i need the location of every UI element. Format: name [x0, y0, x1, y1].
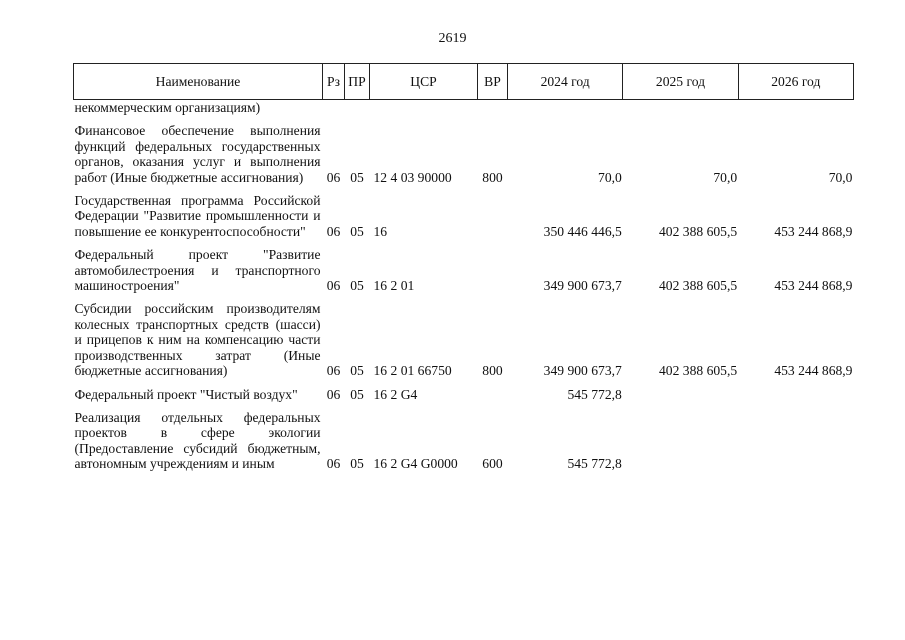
table-row — [74, 402, 854, 472]
row-2024: 349 900 673,7 — [543, 278, 622, 294]
row-vr: 800 — [482, 169, 503, 185]
row-pr: 05 — [350, 456, 364, 472]
row-rz: 06 — [326, 363, 341, 379]
header-2026: 2026 год — [738, 64, 853, 100]
row-vr — [478, 379, 508, 402]
row-rz: 06 — [326, 278, 341, 294]
table-row — [74, 379, 854, 402]
row-pr: 05 — [350, 386, 364, 402]
row-vr — [478, 185, 508, 239]
row-pr: 05 — [350, 363, 364, 379]
header-2025: 2025 год — [623, 64, 738, 100]
row-2024: 545 772,8 — [567, 386, 622, 402]
row-name: Финансовое обеспечение выполнения функций федеральных государственных органов, оказания услуг и выполнения работ (Иные бюджетные ассигнования) — [74, 123, 321, 185]
page-number: 2619 — [438, 31, 467, 46]
row-2025: 402 388 605,5 — [658, 278, 738, 294]
header-vr: ВР — [478, 64, 508, 100]
row-2026 — [738, 402, 853, 472]
row-name: Субсидии российским производителям колесных транспортных средств (шасси) и прицепов к ним на компенсацию части производственных затрат (Иные бюджетные ассигнования) — [74, 301, 321, 379]
budget-table — [73, 63, 854, 472]
header-2024: 2024 год — [508, 64, 623, 100]
row-2024: 349 900 673,7 — [543, 363, 622, 379]
header-name: Наименование — [74, 64, 323, 100]
row-vr — [478, 239, 508, 293]
table-row — [74, 239, 854, 293]
row-vr: 800 — [482, 363, 503, 379]
row-2025 — [623, 379, 738, 402]
row-csr: 16 2 01 66750 — [373, 363, 452, 379]
row-csr: 16 2 G4 — [373, 386, 418, 402]
row-pr: 05 — [350, 278, 364, 294]
row-name: Федеральный проект "Чистый воздух" — [74, 386, 298, 402]
row-csr: 16 — [373, 223, 388, 239]
row-name: Федеральный проект "Развитие автомобилестроения и транспортного машиностроения" — [74, 247, 321, 294]
continuation-row — [74, 100, 854, 116]
row-2024: 70,0 — [598, 169, 622, 185]
row-2025 — [623, 402, 738, 472]
row-2026: 453 244 868,9 — [774, 363, 853, 379]
header-pr: ПР — [345, 64, 370, 100]
row-2026: 453 244 868,9 — [774, 278, 853, 294]
header-rz: Рз — [323, 64, 345, 100]
row-2026: 70,0 — [828, 169, 853, 185]
table-row — [74, 115, 854, 185]
row-rz: 06 — [326, 223, 341, 239]
header-csr: ЦСР — [370, 64, 478, 100]
row-2025: 402 388 605,5 — [658, 223, 738, 239]
row-pr: 05 — [350, 223, 364, 239]
row-name: Государственная программа Российской Федерации "Развитие промышленности и повышение ее конкурентоспособности" — [74, 193, 321, 239]
row-rz: 06 — [326, 386, 341, 402]
row-2025: 70,0 — [713, 169, 738, 185]
row-vr: 600 — [482, 456, 503, 472]
row-rz: 06 — [326, 169, 341, 185]
table-header — [74, 64, 854, 100]
row-csr: 12 4 03 90000 — [373, 169, 452, 185]
row-2026 — [738, 379, 853, 402]
row-name: Реализация отдельных федеральных проектов в сфере экологии (Предоставление субсидий бюджетным, автономным учреждениям и иным — [74, 409, 321, 472]
row-csr: 16 2 01 — [373, 278, 415, 294]
row-2024: 545 772,8 — [567, 456, 622, 472]
table-row — [74, 185, 854, 239]
row-csr: 16 2 G4 G0000 — [373, 456, 458, 472]
row-pr: 05 — [350, 169, 364, 185]
continuation-text: некоммерческим организациям) — [74, 100, 261, 115]
row-2026: 453 244 868,9 — [774, 223, 853, 239]
row-2025: 402 388 605,5 — [658, 363, 738, 379]
row-rz: 06 — [326, 456, 341, 472]
row-2024: 350 446 446,5 — [543, 223, 622, 239]
table-row — [74, 293, 854, 378]
